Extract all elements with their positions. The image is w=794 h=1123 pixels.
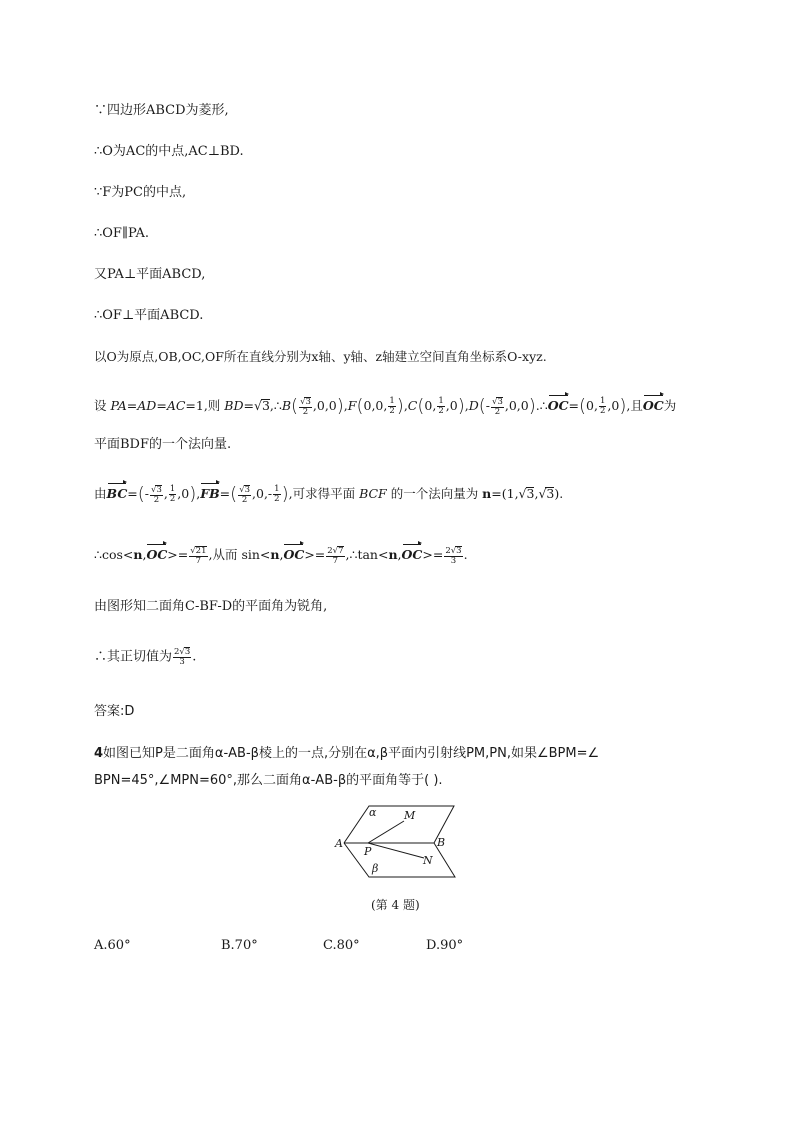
option-d: D.90° (426, 938, 464, 953)
option-a: A.60° (94, 938, 131, 953)
text-line: 平面BDF的一个法向量. (94, 437, 232, 452)
label-b: B (437, 836, 446, 849)
answer-line (94, 702, 134, 722)
ray-pm (368, 821, 404, 843)
question-number: 4 (94, 746, 104, 761)
figure-caption: (第 4 题) (371, 898, 420, 912)
dihedral-angle-figure (332, 800, 462, 880)
label-m: M (404, 809, 416, 822)
option-c: C.80° (323, 938, 360, 953)
text-line: ∴OF⊥平面ABCD. (94, 308, 204, 323)
formula-line-normal-vector: 由BC=(- $\frac{√3}{2}$ , $\frac{1}{2}$ ,0),FB=( $\frac{√3}{2}$ ,0,- $\frac{1}{2}$ ),可求得平面 BCF 的一个法向量为 n=(1,√3,√3). (94, 483, 564, 505)
text-line: 以O为原点,OB,OC,OF所在直线分别为x轴、y轴、z轴建立空间直角坐标系O-xyz. (94, 349, 547, 364)
question-text-1: 如图已知P是二面角α-AB-β棱上的一点,分别在α,β平面内引射线PM,PN,如果∠BPM=∠ (103, 746, 600, 761)
text-line: ∵四边形ABCD为菱形, (94, 103, 229, 118)
formula-line-tangent: ∴其正切值为 $\frac{2√3}{3}$ . (94, 647, 197, 667)
answer-label: 答案: (94, 704, 125, 719)
label-n: N (423, 854, 433, 867)
formula-line-trig: ∴cos<n,OC>= $\frac{√21}{7}$ ,从而 sin<n,OC>= $\frac{2√7}{7}$ ,∴tan<n,OC>= $\frac{2√3}{3}$ . (94, 545, 468, 566)
label-alpha: α (369, 806, 377, 819)
label-beta: β (372, 862, 379, 875)
formula-line-coordinates: 设 PA=AD=AC=1,则 BD=√3,∴B( $\frac{√3}{2}$ ,0,0),F(0,0, $\frac{1}{2}$ ),C(0, $\frac{1}{2}$ ,0),D(- $\frac{√3}{2}$ ,0,0).∴OC=(0, $\frac{1}{2}$ ,0),且OC为 (94, 395, 677, 417)
text-line: 由图形知二面角C-BF-D的平面角为锐角, (94, 599, 328, 614)
answer-value: D (124, 704, 135, 719)
label-p: P (364, 845, 372, 858)
text-line: ∵F为PC的中点, (94, 185, 187, 200)
question-line-2: BPN=45°,∠MPN=60°,那么二面角α-AB-β的平面角等于( ). (94, 773, 443, 788)
label-a: A (335, 837, 343, 850)
text-line: ∴O为AC的中点,AC⊥BD. (94, 144, 244, 159)
option-b: B.70° (221, 938, 258, 953)
ray-pn (368, 843, 424, 858)
question-line-1 (94, 744, 599, 764)
text-line: 又PA⊥平面ABCD, (94, 267, 206, 282)
text-line: ∴OF∥PA. (94, 226, 150, 241)
